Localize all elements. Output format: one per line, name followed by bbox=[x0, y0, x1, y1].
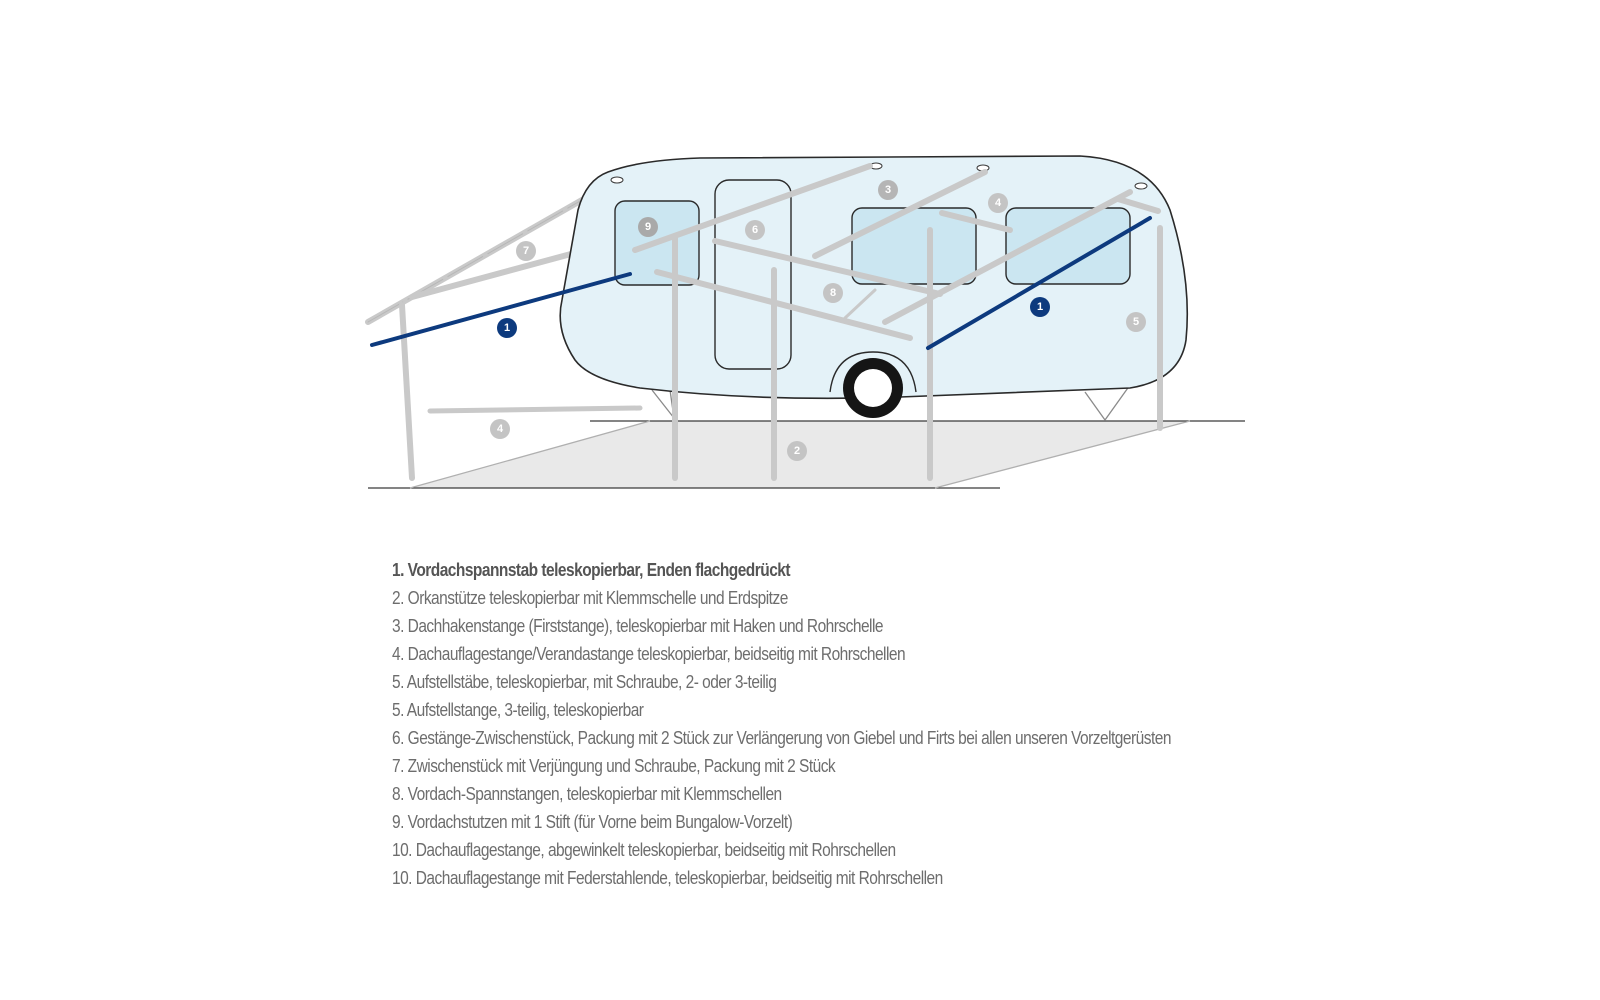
svg-text:6: 6 bbox=[751, 224, 759, 236]
badge-9 bbox=[638, 217, 658, 237]
svg-text:3: 3 bbox=[884, 184, 892, 196]
legend-item-4: 4. Dachauflagestange/Verandastange teleskopierbar, beidseitig mit Rohrschellen bbox=[392, 644, 906, 664]
badge-5 bbox=[1126, 312, 1146, 332]
svg-text:7: 7 bbox=[522, 245, 530, 257]
legend-item-6: 6. Gestänge-Zwischenstück, Packung mit 2 Stück zur Verlängerung von Giebel und Firts bei allen unseren Vorzeltgerüsten bbox=[392, 728, 1171, 748]
legend-item-10a: 10. Dachauflagestange, abgewinkelt teleskopierbar, beidseitig mit Rohrschellen bbox=[392, 840, 896, 860]
parts-legend bbox=[392, 556, 1392, 892]
badge-4-top bbox=[988, 193, 1008, 213]
svg-text:4: 4 bbox=[496, 423, 504, 435]
legend-item-7: 7. Zwischenstück mit Verjüngung und Schraube, Packung mit 2 Stück bbox=[392, 756, 836, 776]
legend-item-5b: 5. Aufstellstange, 3-teilig, teleskopierbar bbox=[392, 700, 644, 720]
legend-item-8: 8. Vordach-Spannstangen, teleskopierbar mit Klemmschellen bbox=[392, 784, 782, 804]
badge-8 bbox=[823, 283, 843, 303]
svg-text:4: 4 bbox=[994, 197, 1002, 209]
svg-text:8: 8 bbox=[829, 287, 837, 299]
svg-text:9: 9 bbox=[644, 221, 652, 233]
badge-6 bbox=[745, 220, 765, 240]
legend-item-10b: 10. Dachauflagestange mit Federstahlende, teleskopierbar, beidseitig mit Rohrschellen bbox=[392, 868, 943, 888]
svg-text:5: 5 bbox=[1132, 316, 1140, 328]
svg-text:2: 2 bbox=[793, 445, 801, 457]
legend-item-3: 3. Dachhakenstange (Firststange), teleskopierbar mit Haken und Rohrschelle bbox=[392, 616, 883, 636]
legend-item-9: 9. Vordachstutzen mit 1 Stift (für Vorne beim Bungalow-Vorzelt) bbox=[392, 812, 793, 832]
legend-item-1: 1. Vordachspannstab teleskopierbar, Enden flachgedrückt bbox=[392, 560, 791, 580]
badge-4-bottom bbox=[490, 419, 510, 439]
wheel bbox=[830, 352, 916, 418]
badge-1-right bbox=[1030, 297, 1050, 317]
svg-text:1: 1 bbox=[503, 322, 511, 334]
badge-2 bbox=[787, 441, 807, 461]
badge-1-left bbox=[497, 318, 517, 338]
svg-text:1: 1 bbox=[1036, 301, 1044, 313]
badge-3 bbox=[878, 180, 898, 200]
badge-7 bbox=[516, 241, 536, 261]
legend-item-5a: 5. Aufstellstäbe, teleskopierbar, mit Schraube, 2- oder 3-teilig bbox=[392, 672, 777, 692]
legend-item-2: 2. Orkanstütze teleskopierbar mit Klemmschelle und Erdspitze bbox=[392, 588, 788, 608]
